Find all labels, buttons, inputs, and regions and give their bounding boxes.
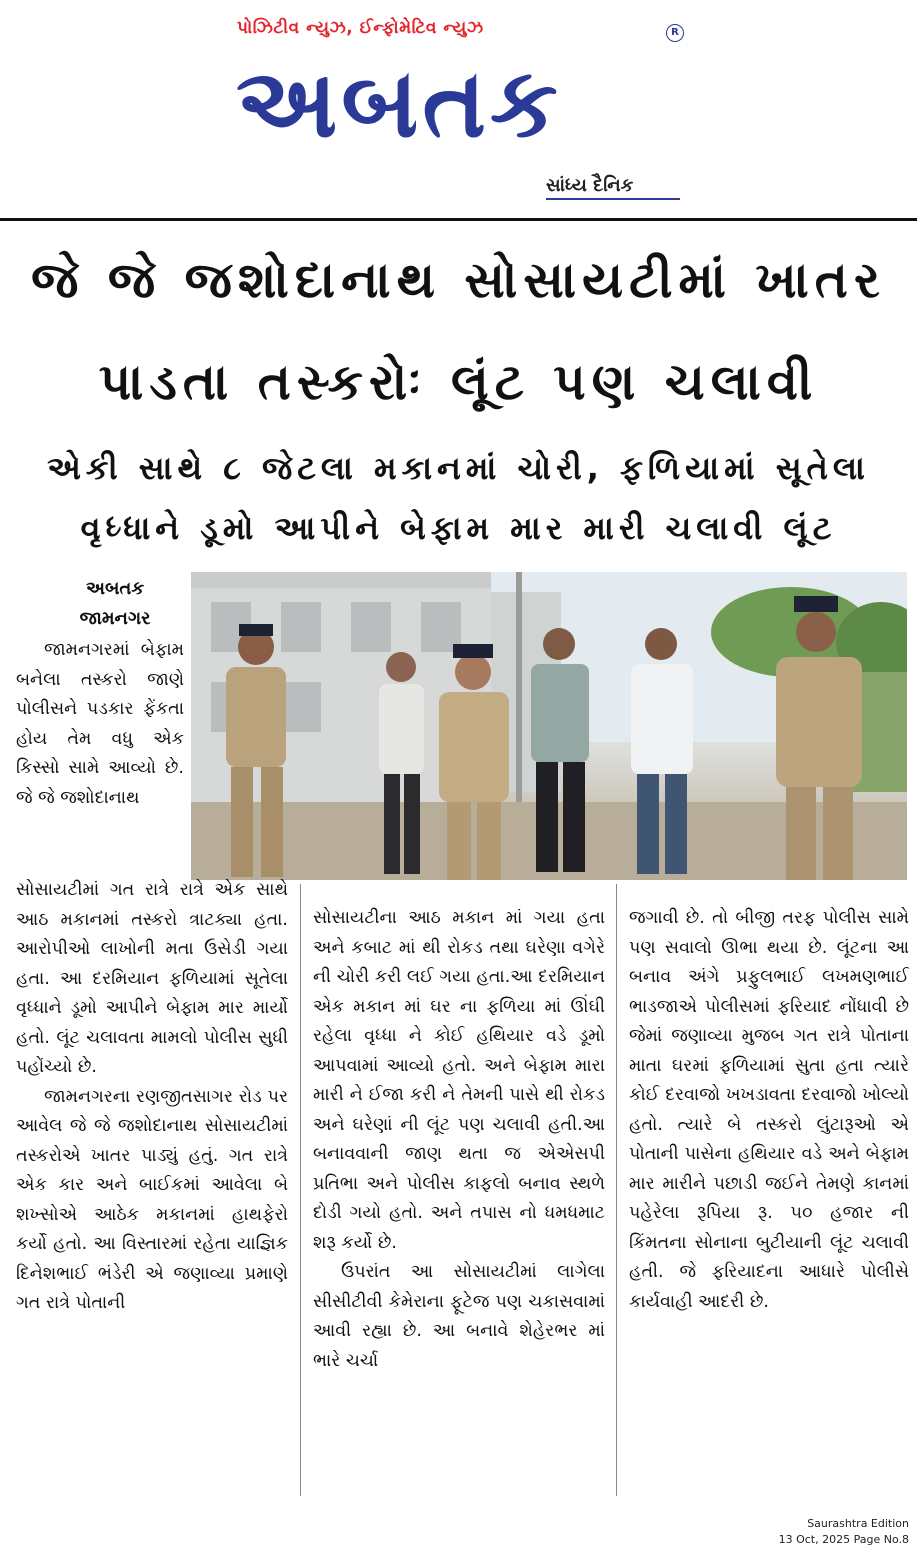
column-2-paragraph-1: સોસાયટીના આઠ મકાન માં ગયા હતા અને કબાટ માં થી રોકડ તથા ઘરેણા વગેરે ની ચોરી કરી લઈ ગયા હતા.આ દરમિયાન એક મકાન માં ઘર ના ફળિયા માં ઊંઘી રહેલા વૃધ્ધા ને કોઈ હથિયાર વડે ડૂમો આપવામાં આવ્યો હતો. અને બેફામ મારા મારી ને ઈજા કરી ને તેમની પાસે થી રોકડ અને ઘરેણાં ની લૂંટ પણ ચલાવી હતી.આ બનાવવાની જાણ થતા જ એએસપી પ્રતિભા અને પોલીસ કાફલો બનાવ સ્થળે દોડી ગયો હતો. અને તપાસ નો ધમધમાટ શરૂ કર્યો છે. — [313, 908, 605, 1253]
logo-underline — [546, 198, 680, 200]
article-column-2 — [313, 904, 605, 1376]
column-3-paragraph-1: જગાવી છે. તો બીજી તરફ પોલીસ સામે પણ સવાલો ઊભા થયા છે. લૂંટના આ બનાવ અંગે પ્રફુલભાઈ લખમણભાઈ ભાડજાએ પોલીસમાં ફરિયાદ નોંધાવી છે જેમાં જણાવ્યા મુજબ ગત રાત્રે પોતાના માતા ઘરમાં ફળિયામાં સુતા હતા ત્યારે કોઈ દરવાજો ખખડાવતા દરવાજો ખોલ્યો હતો. ત્યારે બે તસ્કરો લુંટારૂઓ એ પોતાની પાસેના હથિયાર વડે અને બેફામ માર મારીને પછાડી જઈને તેમણે કાનમાં પહેરેલા રૂપિયા રૂ. ૫૦ હજાર ની કિંમતના સોનાના બુટીયાની લૂંટ ચલાવી હતી. જે ફરિયાદના આધારે પોલીસે કાર્યવાહી આદરી છે. — [629, 908, 909, 1312]
police-officers-photo — [191, 572, 907, 880]
newspaper-logo: અબતક — [236, 47, 562, 159]
column-divider-2 — [616, 884, 617, 1496]
date-page-label: 13 Oct, 2025 Page No.8 — [778, 1533, 909, 1546]
subheadline-line-1: એકી સાથે ૮ જેટલા મકાનમાં ચોરી, ફળિયામાં સૂતેલા — [47, 449, 870, 487]
tagline: પોઝિટીવ ન્યુઝ, ઈન્ફોમેટિવ ન્યુઝ — [237, 18, 484, 38]
byline-source: અબતક — [85, 578, 145, 599]
column-1-paragraph-2: જામનગરના રણજીતસાગર રોડ પર આવેલ જે જે જશોદાનાથ સોસાયટીમાં તસ્કરોએ ખાતર પાડ્યું હતું. ગત રાત્રે એક કાર અને બાઈકમાં આવેલા બે શખ્સોએ આઠેક મકાનમાં હાથફેરો કર્યો હતો. આ વિસ્તારમાં રહેતા યાજ્ઞિક દિનેશભાઈ ભંડેરી એ જણાવ્યા પ્રમાણે ગત રાત્રે પોતાની — [16, 1086, 288, 1313]
headline-line-2: પાડતા તસ્કરોઃ લૂંટ પણ ચલાવી — [98, 353, 819, 411]
logo-subtitle: સાંધ્ય દૈનિક — [546, 175, 634, 196]
article-column-3 — [629, 904, 909, 1317]
masthead — [0, 0, 917, 222]
article-column-1 — [16, 876, 288, 1319]
registered-mark: R — [666, 24, 684, 42]
byline — [40, 574, 190, 634]
masthead-divider — [0, 218, 917, 221]
article-intro — [16, 636, 184, 813]
byline-place: જામનગર — [79, 608, 151, 629]
edition-label: Saurashtra Edition — [807, 1517, 909, 1530]
subheadline-line-2: વૃધ્ધાને ડૂમો આપીને બેફામ માર મારી ચલાવી લૂંટ — [80, 509, 837, 547]
headline-line-1: જે જે જશોદાનાથ સોસાયટીમાં ખાતર — [31, 251, 886, 309]
page-footer — [779, 1516, 909, 1548]
column-divider-1 — [300, 884, 301, 1496]
news-photo — [191, 572, 907, 880]
column-2-paragraph-2: ઉપરાંત આ સોસાયટીમાં લાગેલા સીસીટીવી કેમેરાના ફૂટેજ પણ ચકાસવામાં આવી રહ્યા છે. આ બનાવે શેહેરભર માં ભારે ચર્ચા — [313, 1262, 605, 1371]
column-1-paragraph-1: સોસાયટીમાં ગત રાત્રે રાત્રે એક સાથે આઠ મકાનમાં તસ્કરો ત્રાટક્યા હતા. આરોપીઓ લાખોની મતા ઉસેડી ગયા હતા. આ દરમિયાન ફળિયામાં સૂતેલા વૃધ્ધાને ડૂમો આપીને બેફામ માર માર્યો હતો. લૂંટ ચલાવતા મામલો પોલીસ સુધી પહોંચ્યો છે. — [16, 880, 288, 1077]
intro-paragraph: જામનગરમાં બેફામ બનેલા તસ્કરો જાણે પોલીસને પડકાર ફેંકતા હોય તેમ વધુ એક કિસ્સો સામે આવ્યો છે. જે જે જશોદાનાથ — [16, 640, 184, 808]
